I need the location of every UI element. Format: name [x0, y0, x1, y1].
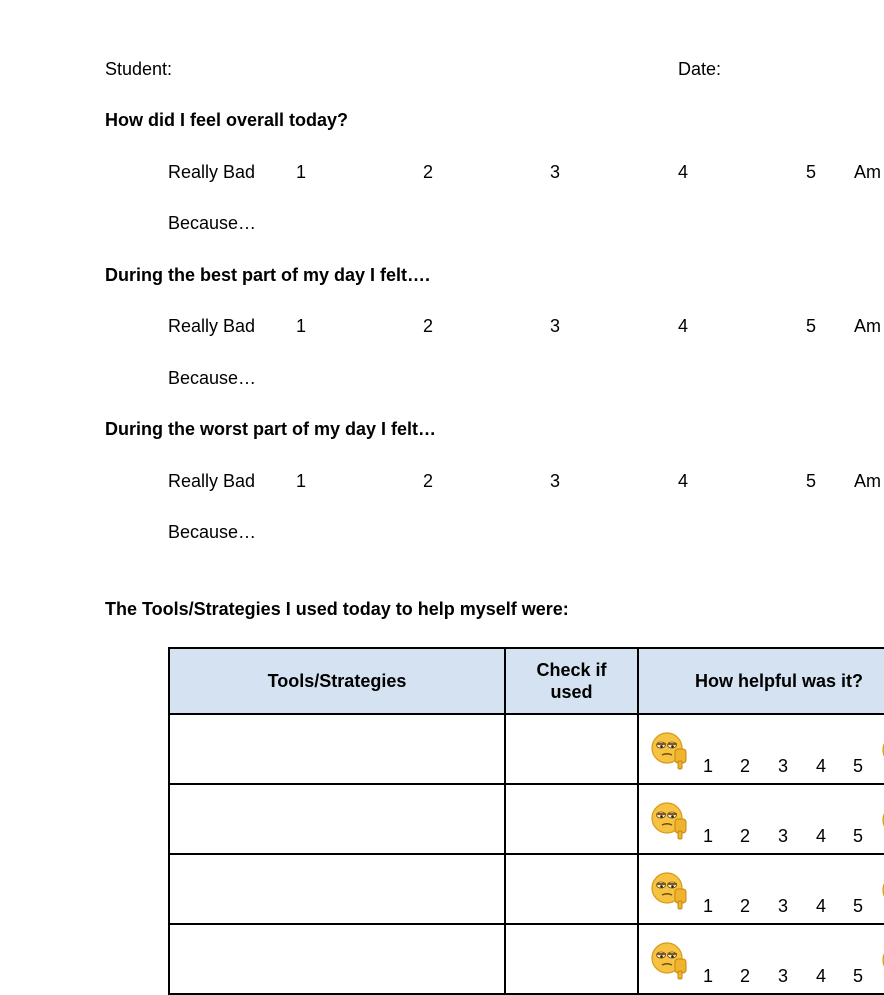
scale-option-2[interactable]: 2 — [423, 471, 434, 491]
section-3-because: Because… — [168, 522, 257, 542]
rating-cell — [638, 714, 884, 784]
rating-option-3[interactable]: 3 — [778, 826, 789, 846]
rating-option-5[interactable]: 5 — [853, 966, 864, 986]
section-1-question: How did I feel overall today? — [105, 110, 349, 130]
thumbs-up-emoji-icon — [879, 735, 884, 769]
section-3-question: During the worst part of my day I felt… — [105, 419, 437, 439]
scale-option-4[interactable]: 4 — [678, 162, 689, 182]
scale-option-1[interactable]: 1 — [296, 316, 307, 336]
table-row — [169, 784, 884, 854]
scale-option-5[interactable]: 5 — [806, 162, 817, 182]
section-2-question: During the best part of my day I felt…. — [105, 265, 431, 285]
tool-name-cell[interactable] — [169, 784, 505, 854]
column-header-check-label: Check if used — [536, 660, 607, 702]
scale-low-label: Really Bad — [168, 162, 256, 182]
column-header-tools: Tools/Strategies — [169, 648, 505, 714]
scale-high-label: Am — [854, 471, 881, 491]
table-row — [169, 924, 884, 994]
scale-low-label: Really Bad — [168, 316, 256, 336]
section-1-because: Because… — [168, 213, 257, 233]
scale-option-4[interactable]: 4 — [678, 471, 689, 491]
scale-option-3[interactable]: 3 — [550, 162, 561, 182]
scale-option-1[interactable]: 1 — [296, 162, 307, 182]
scale-high-label: Am — [854, 316, 881, 336]
rating-option-2[interactable]: 2 — [740, 896, 751, 916]
rating-option-3[interactable]: 3 — [778, 896, 789, 916]
rating-option-1[interactable]: 1 — [703, 966, 714, 986]
rating-option-5[interactable]: 5 — [853, 756, 864, 776]
table-row — [169, 714, 884, 784]
rating-option-4[interactable]: 4 — [816, 966, 827, 986]
thumbs-down-emoji-icon — [649, 731, 691, 773]
scale-option-5[interactable]: 5 — [806, 471, 817, 491]
rating-option-4[interactable]: 4 — [816, 896, 827, 916]
section-2-because: Because… — [168, 368, 257, 388]
student-label: Student: — [105, 59, 173, 79]
scale-high-label: Am — [854, 162, 881, 182]
scale-option-2[interactable]: 2 — [423, 162, 434, 182]
rating-option-5[interactable]: 5 — [853, 896, 864, 916]
thumbs-down-emoji-icon — [649, 941, 691, 983]
rating-option-1[interactable]: 1 — [703, 756, 714, 776]
scale-option-5[interactable]: 5 — [806, 316, 817, 336]
table-header-row — [169, 648, 884, 714]
rating-cell — [638, 854, 884, 924]
thumbs-up-emoji-icon — [879, 945, 884, 979]
rating-option-2[interactable]: 2 — [740, 756, 751, 776]
thumbs-down-emoji-icon — [649, 801, 691, 843]
check-cell[interactable] — [505, 924, 638, 994]
rating-option-3[interactable]: 3 — [778, 756, 789, 776]
rating-cell — [638, 924, 884, 994]
scale-option-3[interactable]: 3 — [550, 471, 561, 491]
tool-name-cell[interactable] — [169, 854, 505, 924]
check-cell[interactable] — [505, 784, 638, 854]
scale-option-4[interactable]: 4 — [678, 316, 689, 336]
thumbs-down-emoji-icon — [649, 871, 691, 913]
rating-option-3[interactable]: 3 — [778, 966, 789, 986]
rating-option-4[interactable]: 4 — [816, 756, 827, 776]
scale-option-1[interactable]: 1 — [296, 471, 307, 491]
tools-heading: The Tools/Strategies I used today to help myself were: — [105, 599, 569, 619]
tools-table — [168, 647, 884, 995]
scale-option-2[interactable]: 2 — [423, 316, 434, 336]
check-cell[interactable] — [505, 854, 638, 924]
date-label: Date: — [678, 59, 722, 79]
table-row — [169, 854, 884, 924]
rating-option-2[interactable]: 2 — [740, 826, 751, 846]
rating-option-5[interactable]: 5 — [853, 826, 864, 846]
scale-option-3[interactable]: 3 — [550, 316, 561, 336]
column-header-helpful-label: How helpful was it? — [695, 671, 864, 691]
tool-name-cell[interactable] — [169, 714, 505, 784]
tool-name-cell[interactable] — [169, 924, 505, 994]
scale-low-label: Really Bad — [168, 471, 256, 491]
column-header-check — [505, 648, 638, 714]
rating-option-1[interactable]: 1 — [703, 826, 714, 846]
thumbs-up-emoji-icon — [879, 875, 884, 909]
rating-option-4[interactable]: 4 — [816, 826, 827, 846]
rating-option-1[interactable]: 1 — [703, 896, 714, 916]
column-header-helpful — [638, 648, 884, 714]
rating-option-2[interactable]: 2 — [740, 966, 751, 986]
thumbs-up-emoji-icon — [879, 805, 884, 839]
rating-cell — [638, 784, 884, 854]
check-cell[interactable] — [505, 714, 638, 784]
